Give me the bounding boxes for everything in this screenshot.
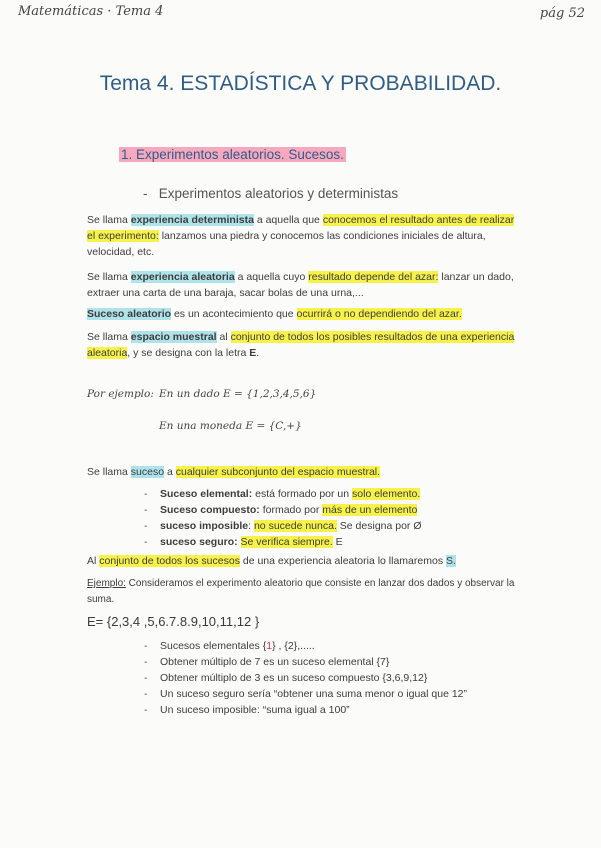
text: Obtener múltiplo de 7 es un suceso elemental {7}	[160, 656, 390, 668]
text: :	[248, 520, 254, 532]
dash-marker: -	[144, 672, 148, 684]
term: experiencia determinista	[130, 214, 254, 226]
text: de una experiencia aleatoria lo llamaremos	[239, 555, 446, 567]
subsection-text: Experimentos aleatorios y deterministas	[158, 186, 399, 201]
list-item	[144, 502, 422, 518]
page-number: pág 52	[539, 6, 585, 21]
letter-s: S.	[446, 555, 456, 567]
text: , y se designa con la letra	[127, 347, 250, 359]
list-item	[144, 686, 468, 702]
highlight: resultado depende del azar:	[308, 271, 439, 283]
text: Al	[87, 555, 100, 567]
term: suceso	[130, 466, 165, 478]
text: al	[216, 331, 231, 343]
text: } , {2},.....	[272, 640, 315, 652]
section-heading	[119, 147, 346, 162]
highlight: cualquier subconjunto del espacio muestral.	[175, 466, 381, 478]
list-item	[144, 518, 422, 534]
letter-e: E	[249, 347, 257, 359]
text: Se llama	[87, 331, 131, 343]
suceso-types-list	[144, 486, 422, 550]
text: lanzamos una piedra y conocemos las condiciones iniciales de altura, velocidad, etc.	[87, 230, 486, 258]
example-moneda: En una moneda E = {C,+}	[159, 420, 302, 432]
text: a aquella que	[253, 214, 323, 226]
text: Consideramos el experimento aleatorio que consiste en lanzar dos dados y observar la suma.	[87, 578, 515, 605]
list-item	[144, 638, 467, 654]
paragraph-aleatoria	[87, 269, 517, 301]
highlight: ocurrirá o no dependiendo del azar.	[296, 308, 462, 320]
text: formado por	[259, 504, 323, 516]
text: E	[332, 536, 343, 548]
header-subject: Matemáticas · Tema 4	[18, 4, 164, 19]
text: Sucesos elementales {	[160, 640, 267, 652]
list-item	[144, 534, 422, 550]
dash-marker: -	[144, 704, 148, 716]
text: lanzar un dado, extraer una carta de una baraja, sacar bolas de una urna,...	[87, 271, 514, 299]
page-title: Tema 4. ESTADÍSTICA Y PROBABILIDAD.	[99, 72, 502, 95]
section-heading-text: 1. Experimentos aleatorios. Sucesos.	[121, 147, 344, 162]
term: suceso imposible	[160, 520, 249, 532]
text: Obtener múltiplo de 3 es un suceso compuesto {3,6,9,12}	[160, 672, 428, 684]
dash-marker: -	[144, 520, 148, 532]
highlight: solo elemento.	[352, 488, 421, 500]
term: suceso seguro:	[160, 536, 238, 548]
paragraph-suceso-aleatorio	[87, 306, 517, 322]
paragraph-ejemplo	[87, 576, 517, 608]
text: está formado por un	[252, 488, 353, 500]
example-label: Ejemplo:	[87, 578, 126, 589]
example-label: Por ejemplo:	[87, 388, 154, 400]
term: experiencia aleatoria	[130, 271, 235, 283]
text: a aquella cuyo	[234, 271, 309, 283]
list-item	[144, 654, 467, 670]
highlight: conjunto de todos los sucesos	[99, 555, 240, 567]
term: espacio muestral	[130, 331, 217, 343]
list-item	[144, 486, 422, 502]
dash-marker: -	[144, 656, 148, 668]
highlight: no sucede nunca.	[253, 520, 337, 532]
dash-marker: -	[143, 186, 148, 201]
paragraph-espacio-muestral	[87, 329, 517, 361]
dash-marker: -	[144, 488, 148, 500]
list-item	[144, 670, 467, 686]
highlight: Se verifica siempre.	[240, 536, 333, 548]
paragraph-suceso	[87, 464, 517, 480]
text: Se llama	[87, 466, 131, 478]
text: es un acontecimiento que	[171, 308, 297, 320]
text: Se llama	[87, 214, 131, 226]
highlight: conocemos el resultado antes de realizar el experimento:	[87, 214, 515, 242]
dash-marker: -	[144, 688, 148, 700]
term: Suceso aleatorio	[87, 308, 172, 320]
example-dado: En un dado E = {1,2,3,4,5,6}	[159, 388, 317, 400]
text: Se designa por Ø	[336, 520, 422, 532]
text: a	[164, 466, 176, 478]
highlight: conjunto de todos los posibles resultados de una experiencia aleatoria	[87, 331, 515, 359]
text: Un suceso seguro sería “obtener una suma menor o igual que 12”	[160, 688, 468, 700]
text: .	[256, 347, 260, 359]
text: Se llama	[87, 271, 131, 283]
text: Un suceso imposible: “suma igual a 100”	[160, 704, 350, 716]
subsection-heading	[143, 186, 398, 201]
sucesos-examples-list	[144, 638, 468, 718]
list-item	[144, 702, 467, 718]
dash-marker: -	[144, 504, 148, 516]
struck-value: 1	[266, 640, 273, 652]
dash-marker: -	[144, 640, 148, 652]
term: Suceso compuesto:	[160, 504, 260, 516]
paragraph-determinista	[87, 212, 517, 260]
dash-marker: -	[144, 536, 148, 548]
paragraph-conjunto-sucesos	[87, 553, 517, 569]
sample-space-equation: E= {2,3,4 ,5,6.7.8.9,10,11,12 }	[87, 614, 260, 629]
highlight: más de un elemento	[322, 504, 418, 516]
term: Suceso elemental:	[160, 488, 253, 500]
